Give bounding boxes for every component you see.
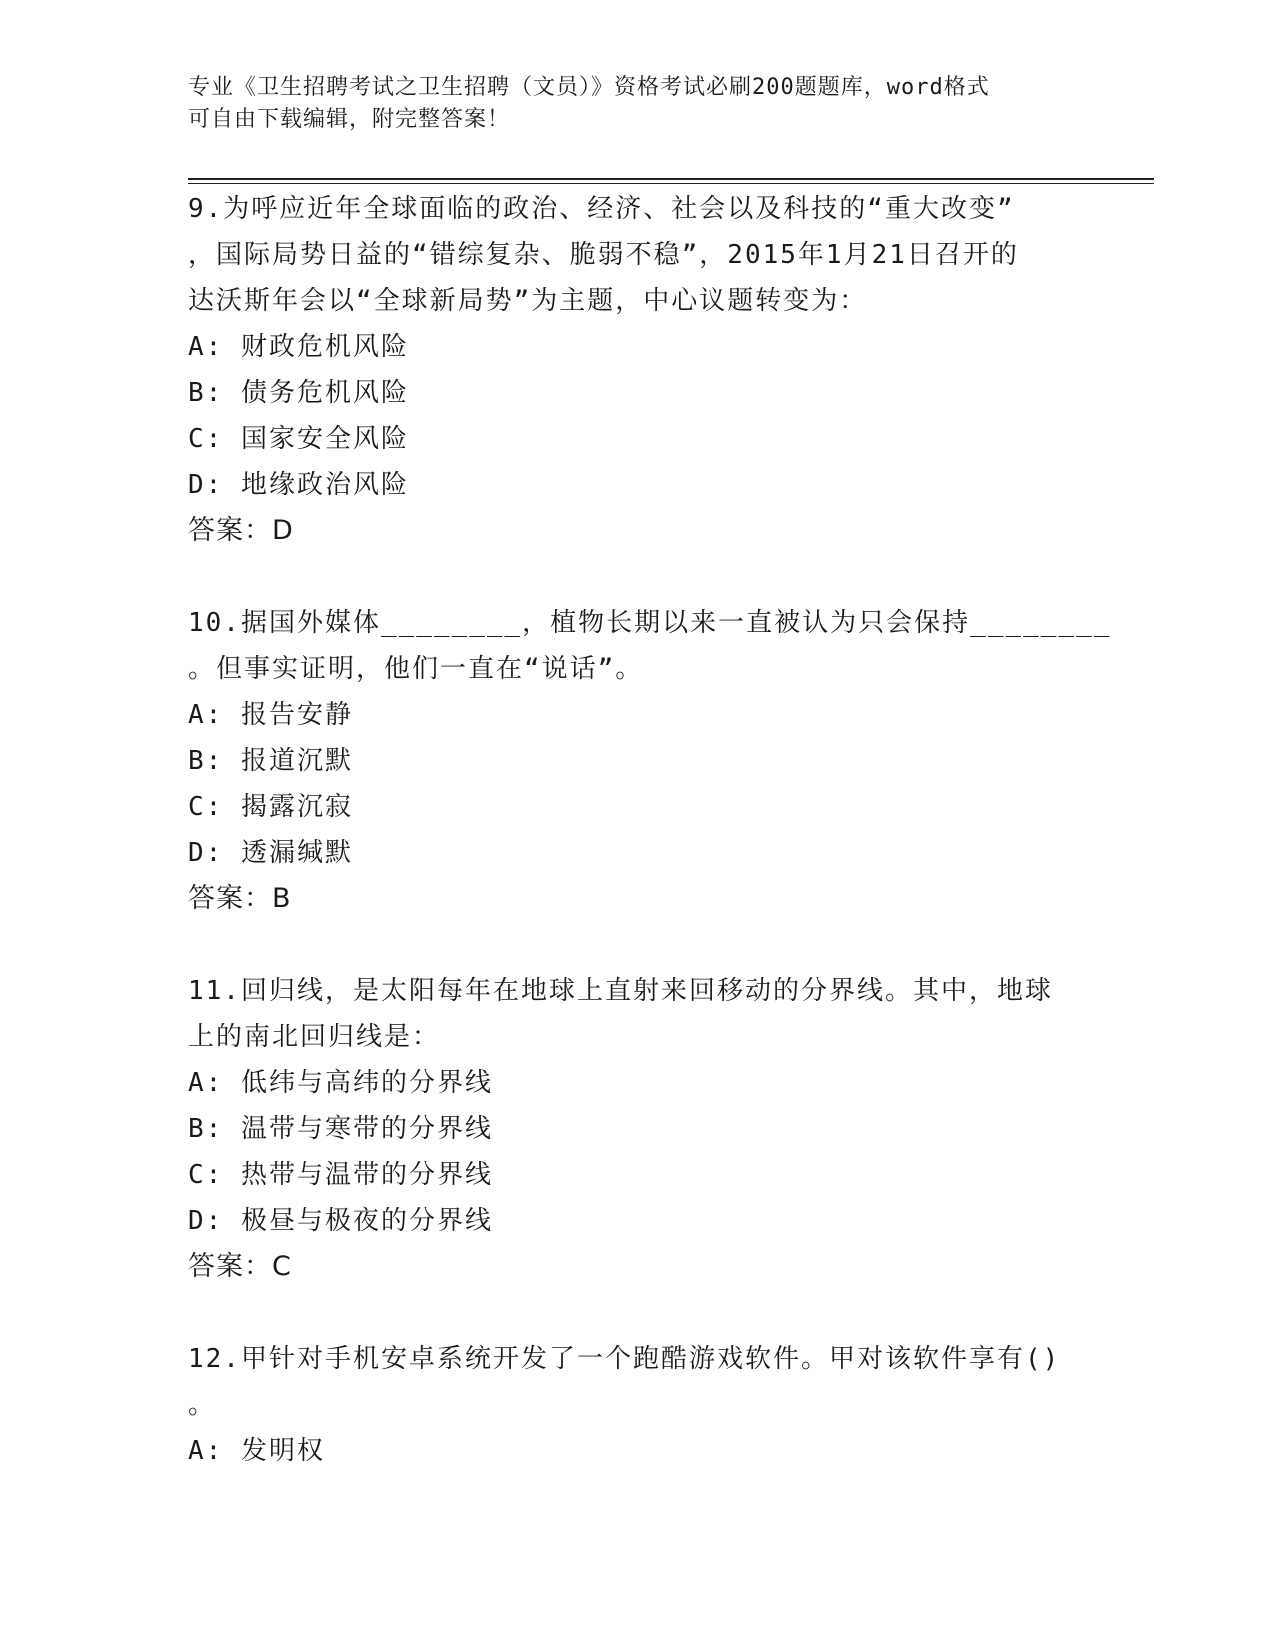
question-text [188,1336,1088,1428]
answer: 答案：B [188,883,292,914]
question-text [188,186,1088,324]
answer: 答案：C [188,1251,292,1282]
option-d: D: 极昼与极夜的分界线 [188,1206,493,1236]
option-b: B: 温带与寒带的分界线 [188,1114,493,1144]
header-line-1: 专业《卫生招聘考试之卫生招聘（文员）》资格考试必刷200题题库，word格式 [188,75,990,100]
page-header [188,72,1088,136]
question-9 [188,186,1088,554]
question-line: 达沃斯年会以“全球新局势”为主题，中心议题转变为： [188,286,868,316]
option-b: B: 报道沉默 [188,746,353,776]
option-b: B: 债务危机风险 [188,378,409,408]
question-text [188,600,1112,692]
question-line: 11.回归线，是太阳每年在地球上直射来回移动的分界线。其中，地球 [188,976,1053,1006]
question-line: ，国际局势日益的“错综复杂、脆弱不稳”，2015年1月21日召开的 [188,240,1019,270]
question-text [188,968,1088,1060]
option-a: A: 财政危机风险 [188,332,409,362]
question-list [188,186,1112,1474]
option-c: C: 揭露沉寂 [188,792,353,822]
question-line: 。 [188,1390,217,1420]
header-line-2: 可自由下载编辑，附完整答案！ [188,107,511,132]
option-d: D: 透漏缄默 [188,838,353,868]
question-line: 上的南北回归线是： [188,1022,441,1052]
question-line: 10.据国外媒体________，植物长期以来一直被认为只会保持________ [188,608,1112,638]
answer: 答案：D [188,515,294,546]
option-c: C: 国家安全风险 [188,424,409,454]
question-line: 。但事实证明，他们一直在“说话”。 [188,654,644,684]
question-12 [188,1336,1088,1474]
option-a: A: 低纬与高纬的分界线 [188,1068,493,1098]
option-a: A: 发明权 [188,1436,325,1466]
question-line: 12.甲针对手机安卓系统开发了一个跑酷游戏软件。甲对该软件享有() [188,1344,1061,1374]
question-10 [188,600,1112,922]
option-c: C: 热带与温带的分界线 [188,1160,493,1190]
question-line: 9.为呼应近年全球面临的政治、经济、社会以及科技的“重大改变” [188,194,1015,224]
option-a: A: 报告安静 [188,700,353,730]
option-d: D: 地缘政治风险 [188,470,409,500]
header-divider [188,178,1154,184]
question-11 [188,968,1088,1290]
